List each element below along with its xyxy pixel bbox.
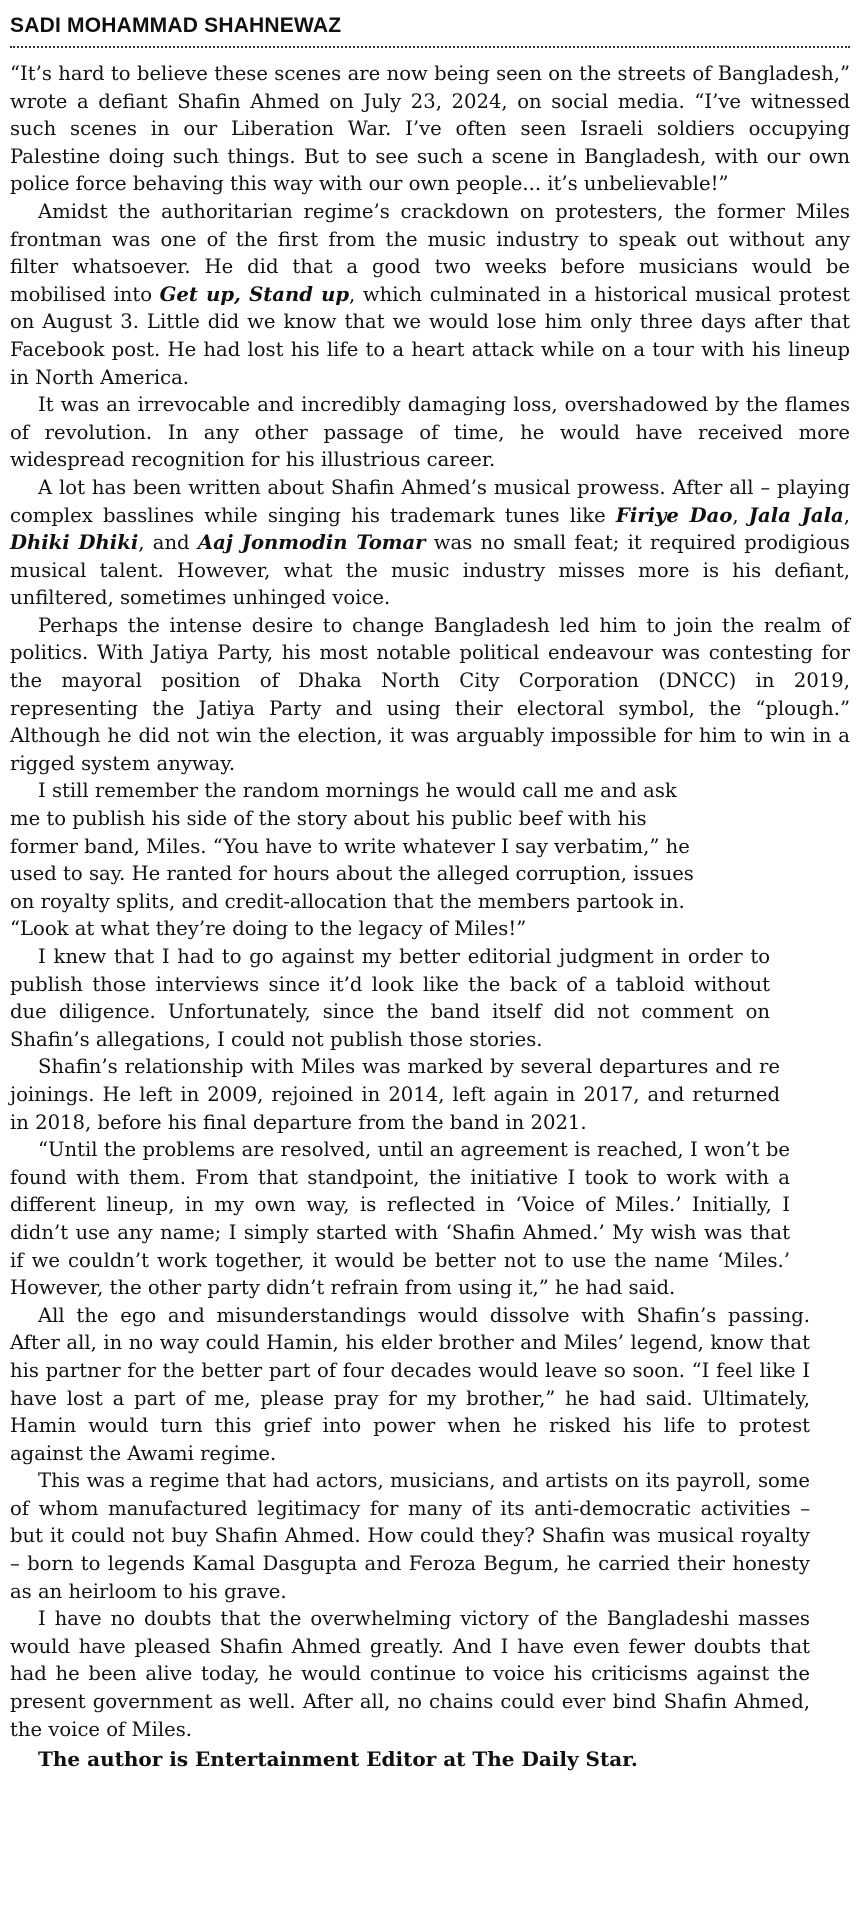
paragraph-3: It was an irrevocable and incredibly damaging loss, overshadowed by the flames of revolution. In any other passage of time, he would have received more widespread recognition for his illustrious career.	[10, 393, 850, 472]
paragraph-12: I have no doubts that the overwhelming victory of the Bangladeshi masses would have pleased Shafin Ahmed greatly. And I have even fewer doubts that had he been alive today, he would continue to voice his criticisms against the present government as well. After all, no chains could ever bind Shafin Ahmed, the voice of Miles.	[10, 1607, 810, 1741]
paragraph-9: “Until the problems are resolved, until an agreement is reached, I won’t be found with them. From that standpoint, the initiative I took to work with a different lineup, in my own way, is reflected in ‘Voice of Miles.’ Initially, I didn’t use any name; I simply started with ‘Shafin Ahmed.’ My wish was that if we couldn’t work together, it would be better not to use the name ‘Miles.’ However, the other party didn’t refrain from using it,” he had said.	[10, 1138, 790, 1300]
paragraph-5: Perhaps the intense desire to change Bangladesh led him to join the realm of politics. With Jatiya Party, his most notable political endeavour was contesting for the mayoral position of Dhaka North City Corporation (DNCC) in 2019, representing the Jatiya Party and using their electoral symbol, the “plough.” Although he did not win the election, it was arguably impossible for him to win in a rigged system anyway.	[10, 613, 850, 775]
paragraph-10: All the ego and misunderstandings would dissolve with Shafin’s passing. After all, in no way could Hamin, his elder brother and Miles’ legend, know that his partner for the better part of four decades would leave so soon. “I feel like I have lost a part of me, please pray for my brother,” he had said. Ultimately, Hamin would turn this grief into power when he risked his life to protest against the Awami regime.	[10, 1303, 810, 1465]
song-title-aaj-jonmodin-tomar: Aaj Jonmodin Tomar	[197, 531, 426, 555]
song-title-get-up-stand-up: Get up, Stand up	[159, 282, 350, 306]
paragraph-6: I still remember the random mornings he would call me and ask me to publish his side of the story about his public beef with his former band, Miles. “You have to write whatever I say verbatim,” he used to say. He ranted for hours about the alleged corruption, issues on royalty splits, and credit-allocation that the members partook in. “Look at what they’re doing to the legacy of Miles!”	[10, 779, 694, 941]
song-title-firiye-dao: Firiye Dao	[615, 503, 733, 527]
song-title-dhiki-dhiki: Dhiki Dhiki	[10, 531, 139, 555]
byline: SADI MOHAMMAD SHAHNEWAZ	[10, 14, 850, 48]
paragraph-4: A lot has been written about Shafin Ahmed’s musical prowess. After all – playing complex basslines while singing his trademark tunes like Firiye Dao, Jala Jala, Dhiki Dhiki, and Aaj Jonmodin Tomar was no small feat; it required prodigious musical talent. However, what the music industry misses more is his defiant, unfiltered, sometimes unhinged voice.	[10, 475, 850, 610]
paragraph-1: “It’s hard to believe these scenes are now being seen on the streets of Bangladesh,” wrote a defiant Shafin Ahmed on July 23, 2024, on social media. “I’ve witnessed such scenes in our Liberation War. I’ve often seen Israeli soldiers occupying Palestine doing such things. But to see such a scene in Bangladesh, with our own police force behaving this way with our own people... it’s unbelievable!”	[10, 62, 850, 196]
paragraph-7: I knew that I had to go against my better editorial judgment in order to publish those interviews since it’d look like the back of a tabloid without due diligence. Unfortunately, since the band itself did not comment on Shafin’s allegations, I could not publish those stories.	[10, 945, 770, 1051]
paragraph-2: Amidst the authoritarian regime’s crackdown on protesters, the former Miles frontman was one of the first from the music industry to speak out without any filter whatsoever. He did that a good two weeks before musicians would be mobilised into Get up, Stand up, which culminated in a historical musical protest on August 3. Little did we know that we would lose him only three days after that Facebook post. He had lost his life to a heart attack while on a tour with his lineup in North America.	[10, 199, 850, 389]
author-note: The author is Entertainment Editor at The Daily Star.	[38, 1747, 638, 1772]
paragraph-8: Shafin’s relationship with Miles was marked by several departures and re joinings. He left in 2009, rejoined in 2014, left again in 2017, and returned in 2018, before his final departure from the band in 2021.	[10, 1055, 780, 1134]
song-title-jala-jala: Jala Jala	[748, 503, 844, 527]
paragraph-11: This was a regime that had actors, musicians, and artists on its payroll, some of whom manufactured legitimacy for many of its anti-democratic activities – but it could not buy Shafin Ahmed. How could they? Shafin was musical royalty – born to legends Kamal Dasgupta and Feroza Begum, he carried their honesty as an heirloom to his grave.	[10, 1469, 810, 1603]
